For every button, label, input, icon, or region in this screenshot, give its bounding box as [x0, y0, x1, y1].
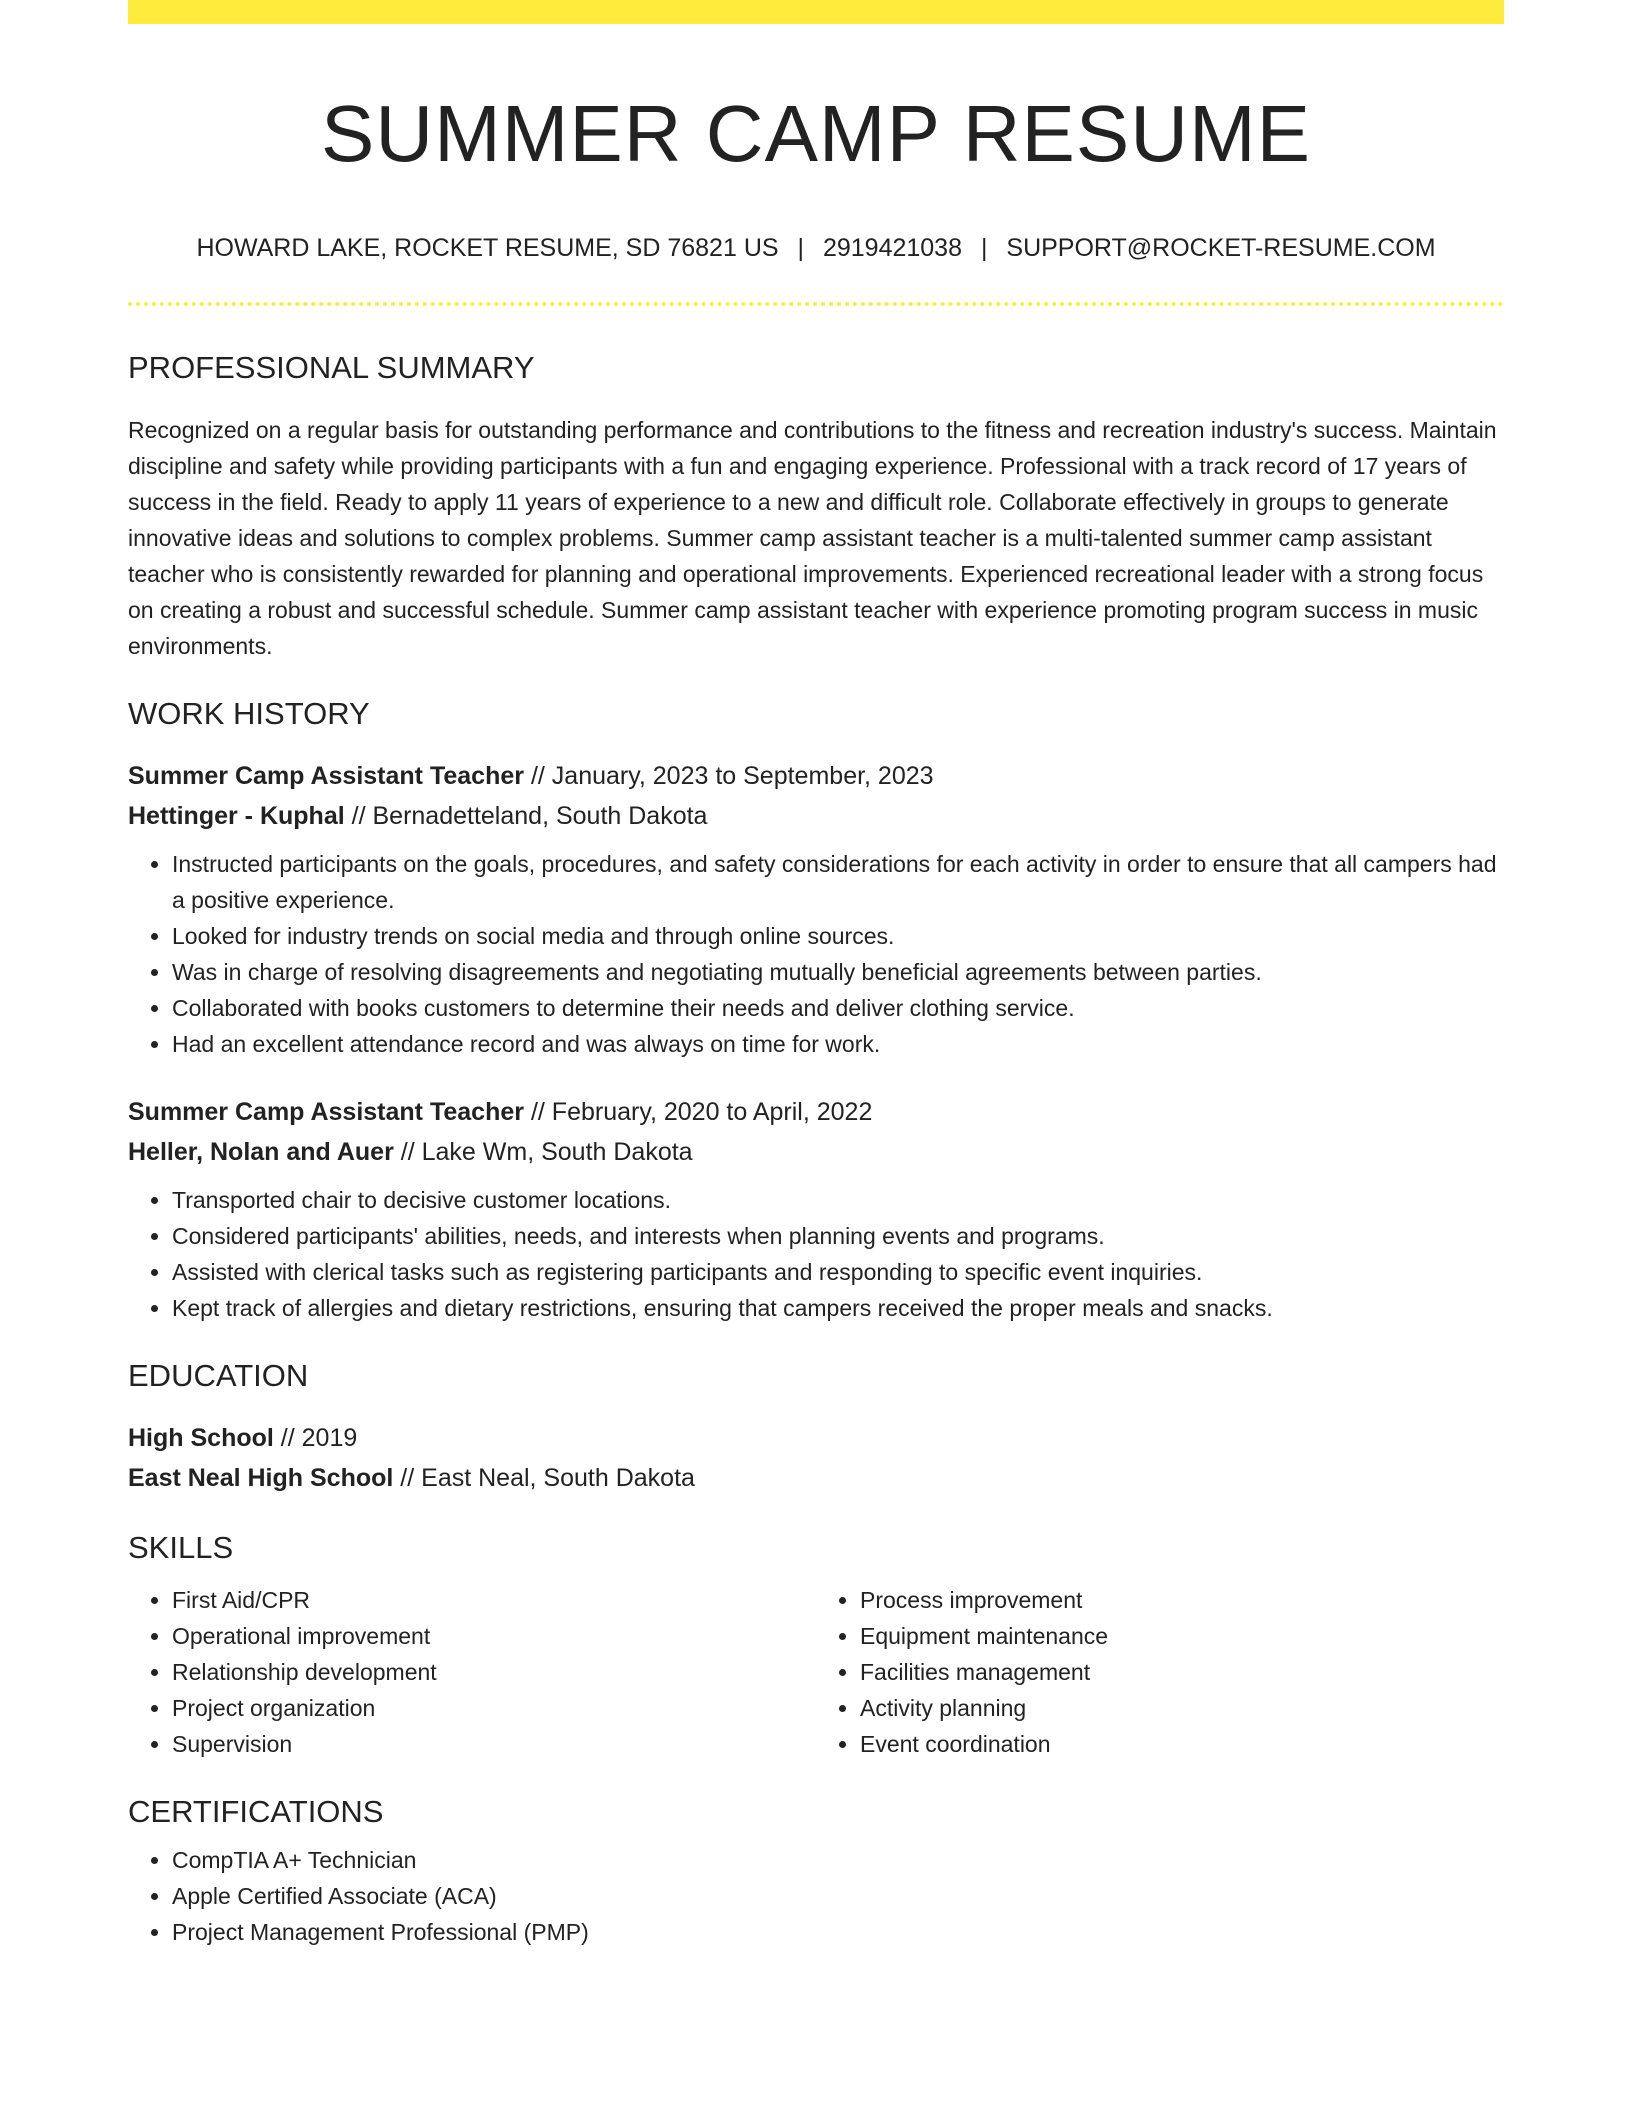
education-year: 2019	[301, 1424, 358, 1452]
education-degree-line	[128, 1418, 1504, 1458]
work-history-heading: WORK HISTORY	[128, 696, 370, 731]
job-role: Summer Camp Assistant Teacher	[128, 762, 524, 790]
summary-heading: PROFESSIONAL SUMMARY	[128, 350, 535, 385]
skill-item: • Project organization	[172, 1690, 816, 1726]
list-item: • Looked for industry trends on social media and through online sources.	[172, 918, 1504, 954]
job-location: Lake Wm, South Dakota	[421, 1138, 693, 1166]
skill-item: • Facilities management	[860, 1654, 1504, 1690]
contact-separator: |	[797, 234, 804, 262]
certifications-list	[128, 1842, 1504, 1950]
certifications-heading: CERTIFICATIONS	[128, 1794, 384, 1829]
contact-phone: 2919421038	[822, 234, 962, 262]
job-bullet-list	[128, 1182, 1504, 1326]
job-role: Summer Camp Assistant Teacher	[128, 1098, 524, 1126]
top-accent-bar	[128, 0, 1504, 24]
job-entry	[128, 756, 1504, 1062]
job-company: Heller, Nolan and Auer	[128, 1138, 394, 1166]
list-item: • Had an excellent attendance record and was always on time for work.	[172, 1026, 1504, 1062]
education-degree: High School	[128, 1424, 274, 1452]
resume-title: SUMMER CAMP RESUME	[321, 89, 1311, 178]
contact-address: HOWARD LAKE, ROCKET RESUME, SD 76821 US	[196, 234, 779, 262]
skill-item: • Event coordination	[860, 1726, 1504, 1762]
contact-email: SUPPORT@ROCKET-RESUME.COM	[1006, 234, 1436, 262]
job-dates: February, 2020 to April, 2022	[551, 1098, 873, 1126]
certification-item: • CompTIA A+ Technician	[172, 1842, 1504, 1878]
skill-item: • Supervision	[172, 1726, 816, 1762]
job-location: Bernadetteland, South Dakota	[372, 802, 708, 830]
job-company: Hettinger - Kuphal	[128, 802, 345, 830]
resume-page	[128, 0, 1504, 1950]
skill-item: • Relationship development	[172, 1654, 816, 1690]
job-dates: January, 2023 to September, 2023	[551, 762, 934, 790]
job-company-line	[128, 796, 1504, 836]
education-location: East Neal, South Dakota	[421, 1464, 695, 1492]
education-heading: EDUCATION	[128, 1358, 309, 1393]
skill-item: • First Aid/CPR	[172, 1582, 816, 1618]
skill-item: • Process improvement	[860, 1582, 1504, 1618]
list-item: • Instructed participants on the goals, procedures, and safety considerations for each activity in order to ensure that all campers had a positive experience.	[172, 846, 1504, 918]
job-company-line	[128, 1132, 1504, 1172]
skills-list-right	[816, 1582, 1504, 1762]
skill-item: • Operational improvement	[172, 1618, 816, 1654]
list-item: • Was in charge of resolving disagreements and negotiating mutually beneficial agreements between parties.	[172, 954, 1504, 990]
job-bullet-list	[128, 846, 1504, 1062]
certification-item: • Apple Certified Associate (ACA)	[172, 1878, 1504, 1914]
delimiter: //	[280, 1424, 295, 1452]
delimiter: //	[530, 1098, 545, 1126]
dotted-divider	[128, 302, 1504, 306]
summary-text: Recognized on a regular basis for outstanding performance and contributions to the fitness and recreation industry's success. Maintain discipline and safety while providing participants with a fun and engaging experience. Professional with a track record of 17 years of success in the field. Ready to apply 11 years of experience to a new and difficult role. Collaborate effectively in groups to generate innovative ideas and solutions to complex problems. Summer camp assistant teacher is a multi-talented summer camp assistant teacher who is consistently rewarded for planning and operational improvements. Experienced recreational leader with a strong focus on creating a robust and successful schedule. Summer camp assistant teacher with experience promoting program success in music environments.	[128, 417, 1497, 659]
list-item: • Kept track of allergies and dietary restrictions, ensuring that campers received the proper meals and snacks.	[172, 1290, 1504, 1326]
list-item: • Considered participants' abilities, needs, and interests when planning events and programs.	[172, 1218, 1504, 1254]
job-title-line	[128, 1092, 1504, 1132]
job-title-line	[128, 756, 1504, 796]
education-school: East Neal High School	[128, 1464, 394, 1492]
list-item: • Transported chair to decisive customer locations.	[172, 1182, 1504, 1218]
delimiter: //	[530, 762, 545, 790]
job-entry	[128, 1092, 1504, 1326]
delimiter: //	[400, 1138, 415, 1166]
delimiter: //	[351, 802, 366, 830]
skill-item: • Activity planning	[860, 1690, 1504, 1726]
skills-list-left	[128, 1582, 816, 1762]
delimiter: //	[400, 1464, 415, 1492]
list-item: • Assisted with clerical tasks such as registering participants and responding to specific event inquiries.	[172, 1254, 1504, 1290]
skills-heading: SKILLS	[128, 1530, 234, 1565]
education-school-line	[128, 1458, 1504, 1498]
list-item: • Collaborated with books customers to determine their needs and deliver clothing service.	[172, 990, 1504, 1026]
certification-item: • Project Management Professional (PMP)	[172, 1914, 1504, 1950]
contact-line	[128, 232, 1504, 264]
skill-item: • Equipment maintenance	[860, 1618, 1504, 1654]
skills-columns	[128, 1582, 1504, 1762]
contact-separator: |	[980, 234, 988, 262]
